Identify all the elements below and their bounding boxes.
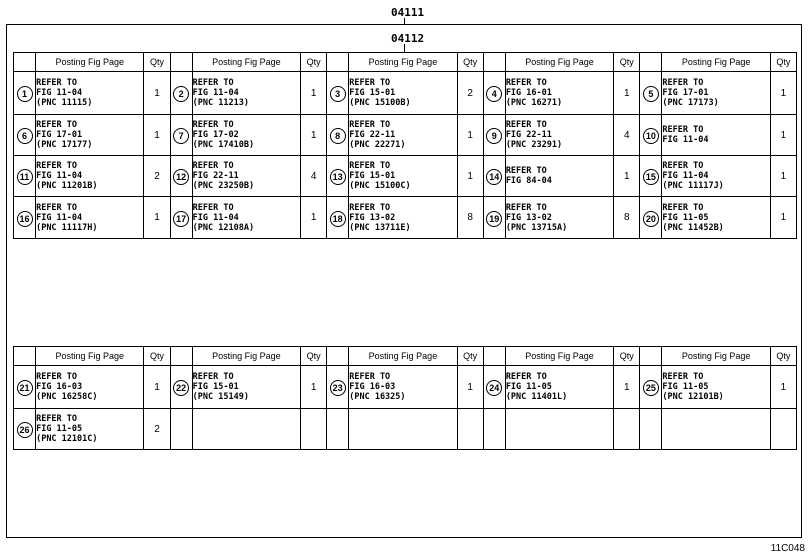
qty-value: 1 [770,156,796,197]
header-qty: Qty [614,347,640,366]
posting-ref [505,197,613,239]
item-number [14,409,36,450]
qty-value: 1 [144,72,170,115]
header-blank [483,347,505,366]
posting-ref [505,409,613,450]
item-number-circle: 16 [17,211,33,227]
item-number-circle: 9 [486,128,502,144]
posting-ref [192,156,300,197]
item-number [14,72,36,115]
posting-ref [36,72,144,115]
table-header-row [14,53,797,72]
posting-ref [36,156,144,197]
ref-line: (PNC 11452B) [662,222,724,233]
ref-line: FIG 11-05 [505,382,552,392]
posting-ref [662,366,770,409]
table-header-row [14,347,797,366]
item-number-circle: 23 [330,380,346,396]
posting-ref [505,156,613,197]
header-blank [170,53,192,72]
table-row [14,197,797,239]
posting-ref [192,115,300,156]
qty-value: 2 [144,409,170,450]
qty-value [770,409,796,450]
item-number-circle: 19 [486,211,502,227]
ref-line: REFER TO [36,372,78,382]
ref-line: FIG 11-04 [36,88,83,98]
item-number-circle: 8 [330,128,346,144]
ref-line: REFER TO [349,78,391,88]
qty-value: 1 [301,197,327,239]
qty-value: 1 [301,115,327,156]
header-posting-fig-page: Posting Fig Page [36,53,144,72]
item-number [327,366,349,409]
item-number-circle: 4 [486,86,502,102]
table-row [14,366,797,409]
ref-line: (PNC 17177) [36,140,93,150]
qty-value: 2 [457,72,483,115]
header-posting-fig-page: Posting Fig Page [349,347,457,366]
ref-line: FIG 11-05 [662,212,709,223]
item-number [14,366,36,409]
ref-line: REFER TO [505,78,547,88]
header-posting-fig-page: Posting Fig Page [36,347,144,366]
ref-line: REFER TO [662,78,704,88]
item-number [327,72,349,115]
posting-ref [36,409,144,450]
posting-ref [36,197,144,239]
item-number [483,366,505,409]
ref-line: (PNC 11401L) [505,392,568,402]
posting-ref [36,366,144,409]
qty-value: 1 [614,366,640,409]
leader-line-inner [404,44,405,52]
assembly-label-04112: 04112 [391,32,425,45]
item-number [483,409,505,450]
item-number [483,115,505,156]
ref-line: FIG 11-04 [192,88,239,98]
posting-ref [192,197,300,239]
item-number [14,156,36,197]
item-number [640,366,662,409]
ref-line: REFER TO [349,120,391,130]
item-number-circle: 26 [17,422,33,438]
ref-line: REFER TO [192,78,234,88]
item-number [640,409,662,450]
qty-value: 8 [457,197,483,239]
ref-line: (PNC 23291) [505,140,563,150]
figure-code: 11C048 [770,543,805,554]
ref-line: FIG 16-03 [36,382,83,392]
header-posting-fig-page: Posting Fig Page [192,53,300,72]
header-posting-fig-page: Posting Fig Page [662,53,770,72]
item-number [327,197,349,239]
posting-ref [349,409,457,450]
item-number [170,115,192,156]
ref-line: REFER TO [505,166,547,176]
posting-ref [662,72,770,115]
qty-value: 8 [614,197,640,239]
posting-ref [349,115,457,156]
header-qty: Qty [301,347,327,366]
ref-line: FIG 17-01 [662,88,709,98]
item-number [327,115,349,156]
header-blank [327,347,349,366]
ref-line: (PNC 12101C) [36,434,98,444]
header-blank [327,53,349,72]
item-number-circle: 11 [17,169,33,185]
item-number [483,197,505,239]
ref-line: (PNC 13715A) [505,222,568,233]
ref-line: FIG 15-01 [349,88,396,98]
ref-line: FIG 13-02 [349,212,396,223]
item-number [14,115,36,156]
ref-line: FIG 22-11 [349,130,396,140]
ref-line: REFER TO [505,120,547,130]
ref-line: (PNC 16325) [349,392,406,402]
item-number [640,115,662,156]
ref-line: FIG 11-04 [36,171,83,181]
header-qty: Qty [301,53,327,72]
qty-value: 1 [614,72,640,115]
ref-line: REFER TO [36,78,78,88]
ref-line: (PNC 11213) [192,98,249,108]
ref-line: FIG 11-05 [662,382,709,392]
item-number [14,197,36,239]
posting-ref [662,409,770,450]
qty-value: 1 [770,72,796,115]
header-qty: Qty [457,347,483,366]
ref-line: FIG 22-11 [192,171,239,181]
ref-line: REFER TO [349,372,391,382]
header-posting-fig-page: Posting Fig Page [505,347,613,366]
item-number-circle: 7 [173,128,189,144]
header-blank [640,53,662,72]
ref-line: REFER TO [662,202,704,213]
item-number-circle: 3 [330,86,346,102]
qty-value: 1 [301,366,327,409]
item-number [483,156,505,197]
item-number-circle: 12 [173,169,189,185]
item-number-circle: 20 [643,211,659,227]
ref-line: (PNC 15100B) [349,98,411,108]
posting-ref [36,115,144,156]
item-number [170,72,192,115]
item-number [170,409,192,450]
qty-value: 4 [614,115,640,156]
parts-table-2 [13,346,797,450]
ref-line: (PNC 11115) [36,98,93,108]
header-blank [483,53,505,72]
item-number [640,197,662,239]
ref-line: (PNC 11117H) [36,222,98,233]
qty-value [301,409,327,450]
item-number [170,197,192,239]
ref-line: (PNC 12101B) [662,392,724,402]
qty-value [614,409,640,450]
header-qty: Qty [770,53,796,72]
ref-line: FIG 15-01 [192,382,239,392]
posting-ref [662,115,770,156]
item-number-circle: 14 [486,169,502,185]
ref-line: (PNC 15100C) [349,181,411,191]
ref-line: REFER TO [349,202,391,213]
item-number-circle: 18 [330,211,346,227]
ref-line: FIG 11-04 [662,171,709,181]
item-number-circle: 2 [173,86,189,102]
header-qty: Qty [144,347,170,366]
posting-ref [349,156,457,197]
item-number [170,366,192,409]
qty-value: 1 [770,197,796,239]
table-row [14,115,797,156]
header-qty: Qty [770,347,796,366]
item-number [327,409,349,450]
header-posting-fig-page: Posting Fig Page [505,53,613,72]
header-qty: Qty [457,53,483,72]
ref-line: REFER TO [505,202,547,213]
item-number-circle: 25 [643,380,659,396]
qty-value: 1 [144,366,170,409]
item-number-circle: 22 [173,380,189,396]
ref-line: REFER TO [36,161,78,171]
posting-ref [662,197,770,239]
ref-line: FIG 17-01 [36,130,83,140]
item-number [483,72,505,115]
ref-line: (PNC 11117J) [662,181,724,191]
ref-line: (PNC 17173) [662,98,719,108]
table-row [14,409,797,450]
ref-line: REFER TO [36,120,78,130]
item-number-circle: 1 [17,86,33,102]
item-number-circle: 24 [486,380,502,396]
item-number-circle: 13 [330,169,346,185]
ref-line: (PNC 12108A) [192,222,255,233]
posting-ref [662,156,770,197]
qty-value [457,409,483,450]
ref-line: FIG 11-04 [36,212,83,223]
ref-line: (PNC 16258C) [36,392,98,402]
item-number-circle: 5 [643,86,659,102]
ref-line: REFER TO [192,161,234,171]
ref-line: REFER TO [662,372,704,382]
posting-ref [192,366,300,409]
ref-line: REFER TO [662,125,704,135]
header-posting-fig-page: Posting Fig Page [349,53,457,72]
ref-line: REFER TO [662,161,704,171]
item-number [170,156,192,197]
qty-value: 2 [144,156,170,197]
ref-line: (PNC 15149) [192,392,249,402]
ref-line: REFER TO [505,372,547,382]
ref-line: FIG 22-11 [505,130,552,140]
posting-ref [505,72,613,115]
qty-value: 4 [301,156,327,197]
ref-line: FIG 11-04 [662,135,709,145]
header-blank [14,53,36,72]
qty-value: 1 [614,156,640,197]
qty-value: 1 [301,72,327,115]
ref-line: FIG 16-03 [349,382,396,392]
header-posting-fig-page: Posting Fig Page [192,347,300,366]
qty-value: 1 [457,366,483,409]
posting-ref [349,366,457,409]
posting-ref [505,115,613,156]
ref-line: REFER TO [36,202,78,213]
ref-line: REFER TO [192,202,234,213]
item-number [327,156,349,197]
header-qty: Qty [614,53,640,72]
item-number-circle: 15 [643,169,659,185]
table-row [14,72,797,115]
ref-line: (PNC 22271) [349,140,406,150]
header-qty: Qty [144,53,170,72]
ref-line: (PNC 23250B) [192,181,255,191]
ref-line: (PNC 11201B) [36,181,98,191]
item-number-circle: 17 [173,211,189,227]
qty-value: 1 [457,115,483,156]
item-number-circle: 6 [17,128,33,144]
qty-value: 1 [457,156,483,197]
ref-line: FIG 17-02 [192,130,239,140]
qty-value: 1 [770,115,796,156]
header-blank [170,347,192,366]
posting-ref [349,72,457,115]
ref-line: REFER TO [36,414,78,424]
item-number-circle: 21 [17,380,33,396]
table-row [14,156,797,197]
ref-line: (PNC 17410B) [192,140,255,150]
ref-line: (PNC 13711E) [349,222,411,233]
posting-ref [192,72,300,115]
ref-line: REFER TO [192,372,234,382]
ref-line: FIG 11-04 [192,212,239,223]
qty-value: 1 [144,115,170,156]
posting-ref [505,366,613,409]
assembly-label-04111: 04111 [391,6,425,19]
parts-table-1 [13,52,797,239]
ref-line: (PNC 16271) [505,98,563,108]
item-number-circle: 10 [643,128,659,144]
header-posting-fig-page: Posting Fig Page [662,347,770,366]
posting-ref [349,197,457,239]
ref-line: FIG 11-05 [36,424,83,434]
ref-line: REFER TO [349,161,391,171]
ref-line: REFER TO [192,120,234,130]
header-blank [14,347,36,366]
qty-value: 1 [144,197,170,239]
ref-line: FIG 16-01 [505,88,552,98]
ref-line: FIG 15-01 [349,171,396,181]
ref-line: FIG 13-02 [505,212,552,223]
ref-line: FIG 84-04 [505,176,552,186]
item-number [640,72,662,115]
posting-ref [192,409,300,450]
item-number [640,156,662,197]
qty-value: 1 [770,366,796,409]
header-blank [640,347,662,366]
